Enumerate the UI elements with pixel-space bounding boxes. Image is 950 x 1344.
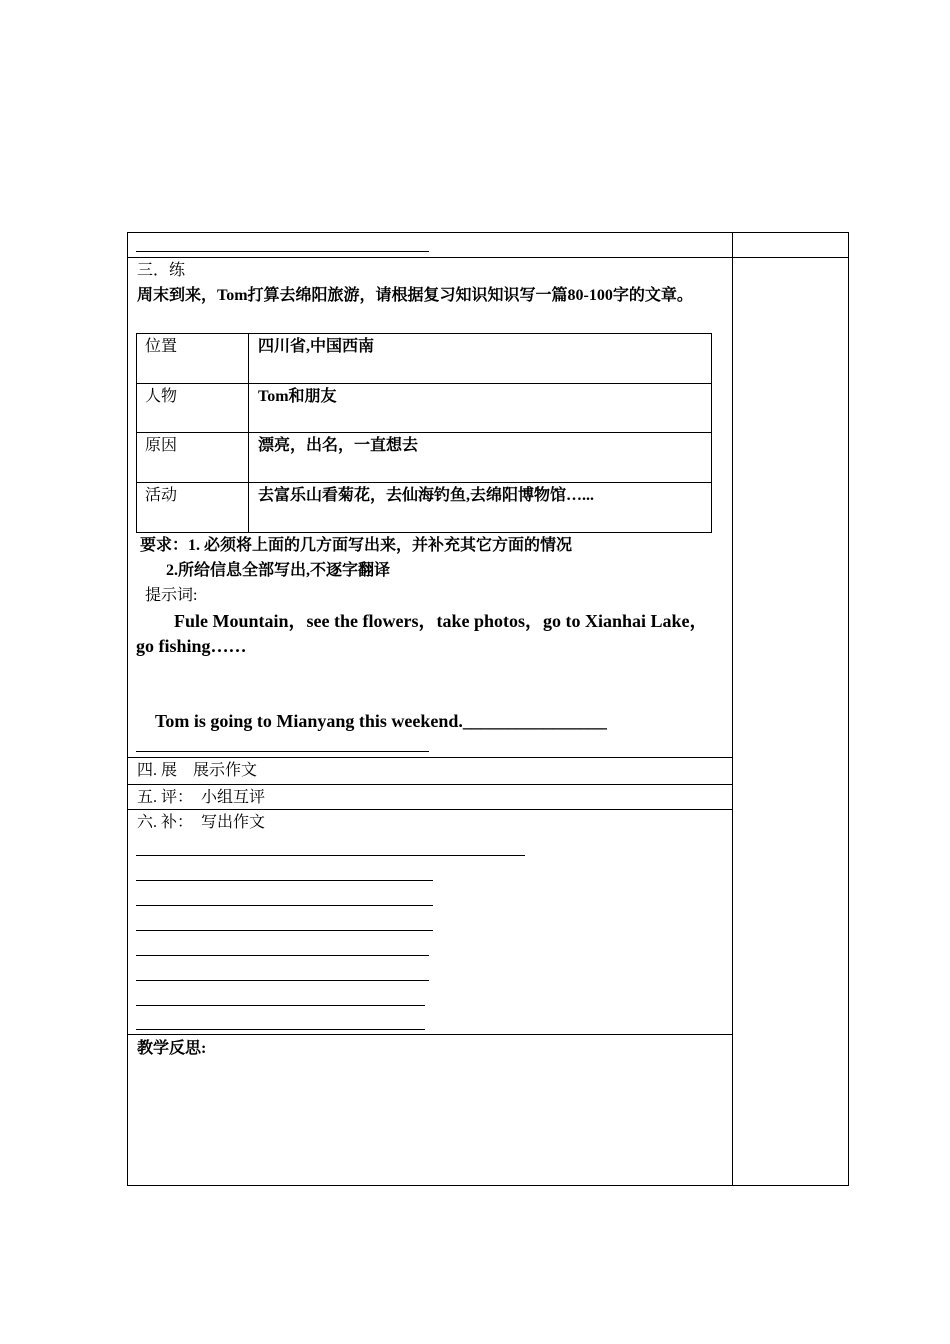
teaching-reflection-label: 教学反思: bbox=[137, 1040, 207, 1057]
writing-line bbox=[136, 880, 433, 881]
writing-line bbox=[136, 980, 429, 981]
section4-top-border bbox=[127, 757, 733, 758]
right-column-divider bbox=[732, 232, 733, 1186]
table-label-location: 位置 bbox=[145, 338, 178, 355]
hint-label: 提示词: bbox=[145, 587, 198, 604]
reflection-top-border bbox=[127, 1034, 733, 1035]
practice-heading: 三．练 bbox=[137, 262, 186, 279]
info-table-row-border bbox=[136, 383, 712, 384]
answer-line bbox=[136, 751, 429, 752]
writing-line bbox=[136, 1005, 425, 1006]
starter-sentence: Tom is going to Mianyang this weekend.________________ bbox=[155, 711, 607, 731]
hint-line-2: go fishing…… bbox=[136, 636, 247, 656]
section4-title: 四. 展 展示作文 bbox=[137, 762, 258, 779]
practice-instruction: 周末到来，Tom打算去绵阳旅游，请根据复习知识知识写一篇80-100字的文章。 bbox=[137, 287, 693, 304]
table-value-reason: 漂亮，出名，一直想去 bbox=[258, 437, 419, 454]
writing-line bbox=[136, 855, 525, 856]
top-row-border bbox=[127, 257, 849, 258]
requirement-2: 2.所给信息全部写出,不逐字翻译 bbox=[166, 562, 391, 579]
writing-line bbox=[136, 955, 429, 956]
hint-line-1: Fule Mountain，see the flowers，take photos，go to Xianhai Lake， bbox=[174, 611, 708, 631]
writing-line bbox=[136, 930, 433, 931]
requirement-1: 要求：1. 必须将上面的几方面写出来，并补充其它方面的情况 bbox=[140, 537, 573, 554]
section5-top-border bbox=[127, 784, 733, 785]
info-table-divider bbox=[248, 333, 249, 533]
section6-top-border bbox=[127, 809, 733, 810]
writing-line bbox=[136, 905, 433, 906]
table-value-activities: 去富乐山看菊花，去仙海钓鱼,去绵阳博物馆…... bbox=[258, 487, 595, 504]
info-table-row-border bbox=[136, 482, 712, 483]
writing-line bbox=[136, 1029, 425, 1030]
answer-line bbox=[136, 251, 429, 252]
table-label-reason: 原因 bbox=[145, 437, 178, 454]
table-label-activities: 活动 bbox=[145, 487, 178, 504]
table-value-people: Tom和朋友 bbox=[258, 388, 337, 405]
section6-title: 六. 补： 写出作文 bbox=[137, 814, 266, 831]
section5-title: 五. 评： 小组互评 bbox=[137, 789, 266, 806]
table-label-people: 人物 bbox=[145, 388, 178, 405]
table-value-location: 四川省,中国西南 bbox=[258, 338, 375, 355]
info-table-row-border bbox=[136, 432, 712, 433]
